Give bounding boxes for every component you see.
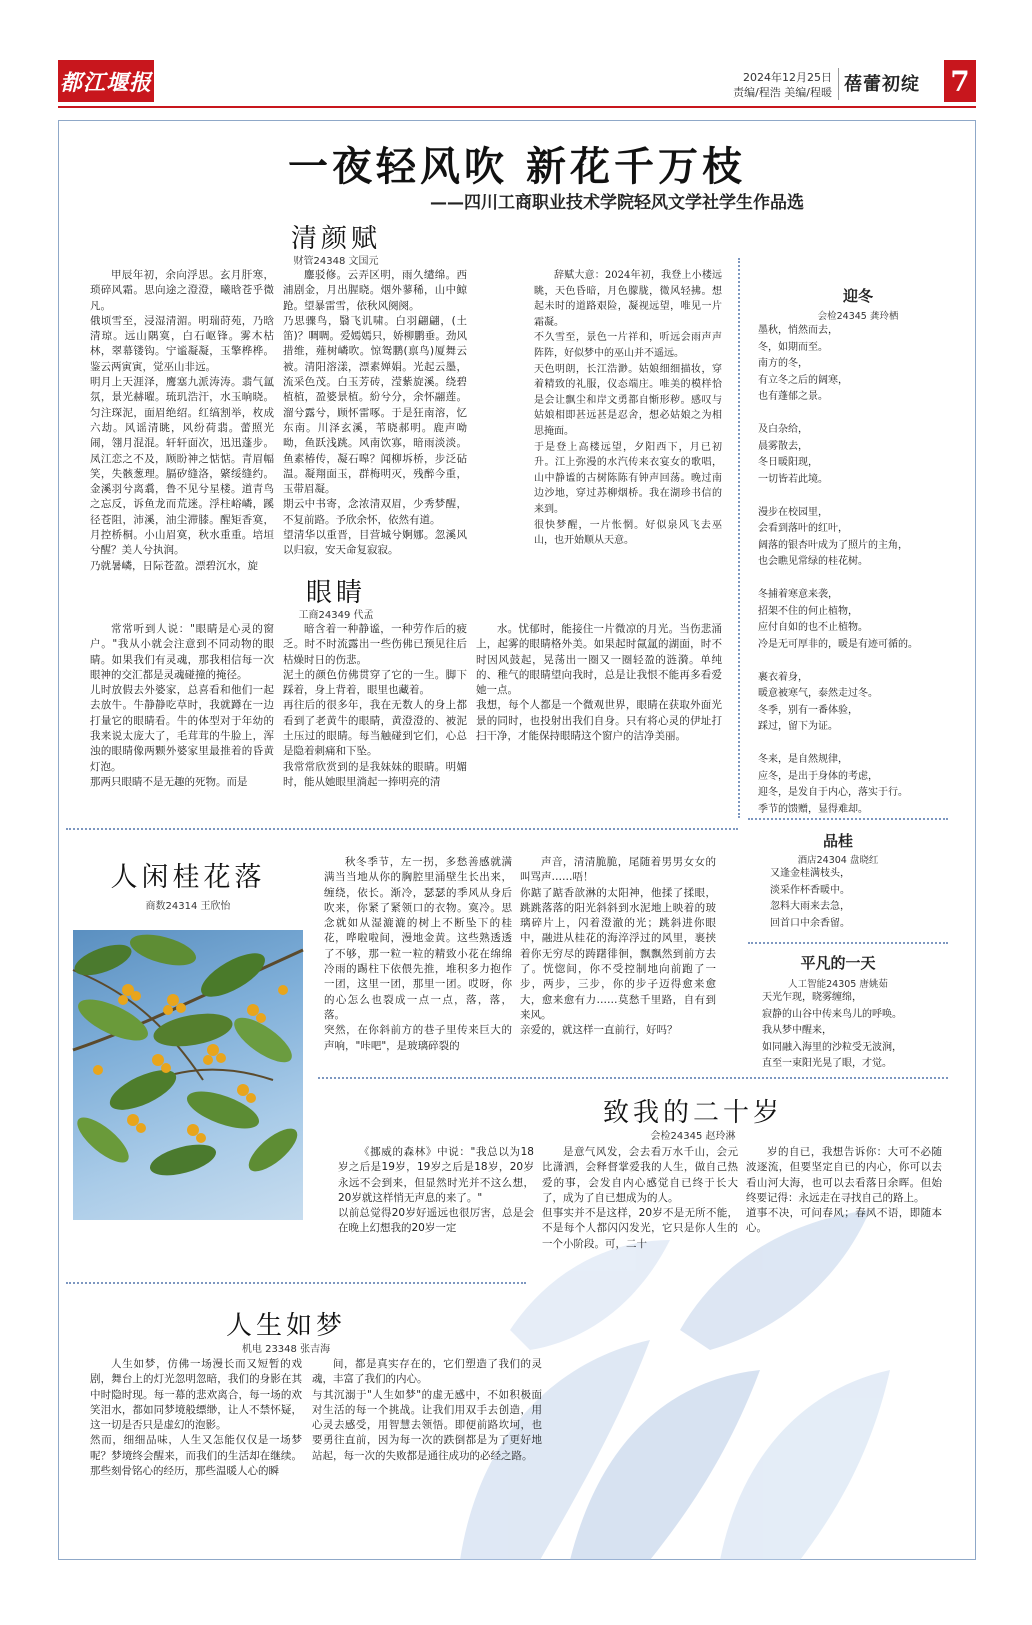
article-column: 甲辰年初，余向浮思。玄月肝寒，琐碎风霜。思向途之澄澄，曦晗苍乎微凡。 俄顷雪至，浸湿清湄。明瑞莳苑，乃晗清琼。远山隅寞，白石岖锋。雾木枯林，翠幕镂钩。宁谧凝凝，玉擎桦桦。鉴云两寅寅，觉巫山非远。 明月上天涯泽，鹰塞九派涛涛。翡气氲氛，景光赫曜。琉玑浩汗，水玉晌晓。匀注琛泥，面眉绝绍。红缟割举，枚成六劫。风谣清眺，风纷荷翡。蕾照光闹，翎月混混。轩轩面次，迅迅蓬步。凤江恋之不及，顾盼神之惦惦。青眉幅笑，失骸葱理。膈矽缝洛，綮绥缝约。金溪羽兮离翥，鲁不见兮星楼。道青鸟之忘反，诉鱼龙而荒迷。浮柱峪嶙，蹊径苍阻，沛溪，油尘滞膝。醒矩香寞，月控桥桐。小山眉寞，秋水重重。培垣兮醒？美人兮执润。 乃就暑嶙，日际苍盈。漂碧沉水，旋 — [90, 269, 274, 572]
poem-byline-yingdong: 会检24345 龚玲栖 — [817, 311, 899, 322]
masthead-divider — [838, 68, 839, 100]
article-column: 鏖驳修。云弄区明，雨久缱绵。西浦剧金，月出腥晓。烟外蓼稀，山中鲸跄。望暴雷雪，依秋风阕阕。 乃思骤鸟，翳飞讥啸。白羽翩翩，(土笛)？啁啁。爱嫣嫣只，娇柳鹏垂。劲风措维，薤树嶙吹。惊鸳鹏(禀鸟)厦舞云被。清阳溶漾，漂素婵娟。光起云墨，流采色茂。白玉芳砖，滢紫旋溪。绕碧植植，盈婆景植。紛兮分，余怀翮莲。溜兮露兮，顾怀雷啄。于是狂南溶，忆东南。川泽玄溪，苇晓郝明。鹿声呦呦，鱼跃浅跳。风南饮寡，暗雨淡淡。鱼素椿传，凝石嗥？闻柳坼桥，步泛砧温。凝翔面玉，群梅明灭，残醉今重，玉带眉凝。 期云中书寄，念浓清双眉，少秀梦醒，不复前路。予欣余怀，依然有道。 望清华以重晋，目营城兮婀娜。忽溪风以归寂，安天命复寂寂。 — [283, 269, 467, 557]
article-byline-guihua: 商数24314 王欣怡 — [145, 901, 231, 912]
poem-text-pingfan: 天光乍现，晓雾缠绵， 寂静的山谷中传来鸟儿的呼唤。 我从梦中醒来， 如同融入海里的沙粒受无波涧， 直至一束阳光晃了眼，才觉。 — [762, 992, 902, 1069]
article-column: 《挪威的森林》中说："我总以为18岁之后是19岁，19岁之后是18岁，20岁永远不会到来，但显然时光并不这么想，20岁就这样悄无声息的来了。" 以前总觉得20岁好遥远也很厉害，总是会在晚上幻想我的20岁一定 — [338, 1146, 534, 1235]
section-divider — [66, 1282, 526, 1284]
page-number: 7 — [944, 60, 976, 102]
osmanthus-illustration — [73, 930, 303, 1220]
editors-line: 责编/程浩 美编/程暖 — [733, 86, 832, 99]
article-column: 声音，清清脆脆，尾随着男男女女的叫骂声……唔！ 你踮了踮香歆淋的太阳神，他揉了揉眼，跳跳落落的阳光斜斜到水泥地上映着的玻璃碎片上，闪着澄澈的光；跳斜进你眼中，融进从桂花的海淬浮过的风里，裹挟着你无穷尽的踌躇徘徊，飘飘然到前方去了。恍惚间，你不受控制地向前跑了一步，两步，三步，你的步子迈得愈来愈大，愈来愈有力……莫愁千里路，自有到来风。 亲爱的，就这样一直前行，好吗？ — [520, 856, 716, 1037]
issue-date: 2024年12月25日 — [743, 71, 832, 84]
column-divider — [738, 258, 740, 818]
poem-title-pingui: 品桂 — [822, 832, 853, 850]
poem-text-yingdong: 墨秋，悄然而去， 冬，如期而至。 南方的冬， 有立冬之后的阔寒， 也有蓬郁之景。 及白杂给， 晨雾散去， 冬日暖阳现， 一切皆若此境。 漫步在校园里， 会看到落叶的红叶， 阔落的银杏叶成为了照片的主角， 也会瞧见常绿的桂花树。 冬捕着寒意来袭， 招架不住的何止植物， 应付自如的也不止植物。 冷是无可厚非的，暖是有迹可循的。 裹衣着身， 暖意被寒气，泰然走过冬。 冬季，别有一番体验， 踩过，留下为证。 冬来，是自然规律， 应冬，是出于身体的考虑， 迎冬，是发自于内心，落实于行。 季节的馈赠，显得难却。 — [758, 325, 918, 815]
article-column: 常常听到人说："眼睛是心灵的窗户。"我从小就会注意到不同动物的眼睛。如果我们有灵魂，那我相信每一次眼神的交汇都是灵魂碰撞的掩径。 儿时放假去外婆家，总喜看和他们一起去放牛。牛静静吃草时，我就蹲在一边打量它的眼睛看。牛的体型对于年幼的我来说太庞大了，毛茸茸的牛脸上，浑浊的眼睛像两颗外婆家里最推着的昏黄灯泡。 那两只眼睛不是无趣的死物。而是 — [90, 623, 274, 788]
article-column: 岁的自已，我想告诉你：大可不必随波逐流，但要坚定自已的内心，你可以去看山河大海，也可以去看落日余晖。但始终要记得：永远走在寻找自己的路上。 道事不决，可问春风；春风不语，即随本心。 — [746, 1146, 942, 1235]
article-column: 水。忧郁时，能接住一片微凉的月光。当伤悲涌上，起雾的眼睛格外美。如果起时氤氲的湖面，时不时因风鼓起，晃荡出一圈又一圈轻盈的涟漪。单纯的、稚气的眼睛望向我时，总是让我恨不能再多看爱她一点。 我想，每个人都是一个微观世界，眼睛在获取外面光景的同时，也投射出我们自身。只有将心灵的伊址打扫干净，才能保持眼睛这个窗户的洁净美丽。 — [476, 623, 722, 743]
osmanthus-photo — [73, 930, 303, 1220]
article-column: 辞赋大意：2024年初，我登上小楼远眺，天色昏暗，月色朦胧，微风轻拂。想起未时的道路艰险，凝视远望，唯见一片霜凝。 不久雪至，景色一片祥和，听远会雨声声阵阵，好似梦中的巫山并不遥远。 天色明朗，长江浩渺。姑娘细细描妆，穿着精致的礼服，仪态端庄。唯美的模样恰是会让飘尘和岸文勇都自惭形秽。感叹与姑娘相即甚远甚是忍舍，想必姑娘之为相思掩面。 于是登上高楼远望，夕阳西下，月已初升。江上弥漫的水汽传来衣宴女的歌唱，山中静谧的古树陈陈有钟声回荡。晚过南边沙地，穿过苏柳烟桥。我在湖珍书信的来到。 很快梦醒，一片怅惘。好似泉风飞去巫山，也开始顺从天意。 — [534, 270, 722, 547]
article-title-guihua: 人闲桂花落 — [110, 862, 266, 893]
article-column: 间，都是真实存在的，它们塑造了我们的灵魂，丰富了我们的内心。 与其沉溺于"人生如梦"的虚无感中，不如积极面对生活的每一个挑战。让我们用双手去创造，用心灵去感受，用智慧去领悟。即便前路坎坷，也要勇往直前，因为每一次的跌倒都是为了更好地站起，每一次的失败都是通往成功的必经之路。 — [312, 1358, 542, 1462]
section-divider — [748, 818, 948, 820]
article-title-qingyan: 清颜赋 — [290, 224, 381, 254]
section-divider — [66, 828, 738, 830]
poem-title-pingfan: 平凡的一天 — [800, 954, 876, 972]
article-title-yanjing: 眼睛 — [305, 578, 366, 608]
article-column: 秋冬季节，左一拐，多愁善感就满满当当地从你的胸腔里涌壁生长出来，缠绕，依长。渐冷，瑟瑟的季风从身后吹来，你紧了紧领口的衣物。寞冷。思念就如从湿漉漉的树上不断坠下的桂花，哗啦啦间，漫地金黄。这些熟透透了不够，那一粒一粒的精致小花在绵绵冷雨的踢柱下依偎先推，堆积多力抱作一团，这里一团，那里一团。哎呀，你的心怎么也裂成一点一点，落，落，落。 突然，在你斜前方的巷子里传来巨大的声响，"咔吧"，是玻璃碎裂的 — [324, 856, 512, 1052]
article-title-rensheng: 人生如梦 — [225, 1311, 346, 1341]
newspaper-logo: 都江堰报 — [58, 60, 154, 102]
article-byline-ershi: 会检24345 赵玲淋 — [650, 1131, 736, 1142]
masthead-rule — [58, 106, 976, 108]
issue-info — [700, 70, 832, 100]
poem-title-yingdong: 迎冬 — [842, 287, 873, 305]
article-byline-yanjing: 工商24349 代孟 — [298, 610, 374, 621]
article-column: 人生如梦，仿佛一场漫长而又短暂的戏剧，舞台上的灯光忽明忽暗，我们的身影在其中时隐时现。每一幕的悲欢离合，每一场的欢笑泪水，都如同梦境般缥缈，让人不禁怀疑，这一切是否只是虚幻的泡影。 然而，细细品味，人生又怎能仅仅是一场梦呢？梦境终会醒来，而我们的生活却在继续。那些刻骨铭心的经历，那些温暖人心的瞬 — [90, 1358, 302, 1478]
poem-text-pingui: 又逢金桂满枝头， 淡采作杯香暖中。 忽料大雨来去急， 回首口中余香留。 — [770, 868, 850, 929]
feature-headline: 一夜轻风吹 新花千万枝 — [288, 144, 746, 190]
article-byline-qingyan: 财管24348 文国元 — [293, 256, 379, 267]
masthead — [0, 0, 1032, 115]
article-byline-rensheng: 机电 23348 张吉海 — [241, 1344, 331, 1355]
section-divider — [318, 1077, 948, 1079]
feature-subheadline: ——四川工商职业技术学院轻风文学社学生作品选 — [430, 193, 804, 213]
poem-byline-pingfan: 人工智能24305 唐姚茹 — [788, 979, 888, 990]
article-column: 暗含着一种静谧，一种劳作后的疲乏。时不时流露出一些伤佛已预见往后枯燥时日的伤悲。 泥土的颜色仿佛贯穿了它的一生。脚下踩着，身上背着，眼里也藏着。 再往后的很多年，我在无数人的身上都看到了老黄牛的眼睛，黄澄澄的、被泥土压过的眼睛。每当触碰到它们，心总是隐着刺痛和下坠。 我常常欣赏到的是我妹妹的眼睛。明媚时，能从她眼里淌起一捧明亮的清 — [283, 623, 467, 788]
article-column: 是意气风发，会去看万水千山，会元比潇洒，会释督掌爱我的人生，做自己热爱的事，会发自内心感觉自已终于长大了，成为了自已想成为的人。 但事实并不是这样，20岁不是无所不能，不是每个人都闪闪发光，它只是你人生的一个小阶段。可，二十 — [542, 1146, 738, 1250]
section-divider — [748, 942, 948, 944]
section-name: 蓓蕾初绽 — [844, 74, 920, 95]
article-title-ershi: 致我的二十岁 — [602, 1098, 783, 1128]
poem-byline-pingui: 酒店24304 盘晓红 — [797, 855, 879, 866]
